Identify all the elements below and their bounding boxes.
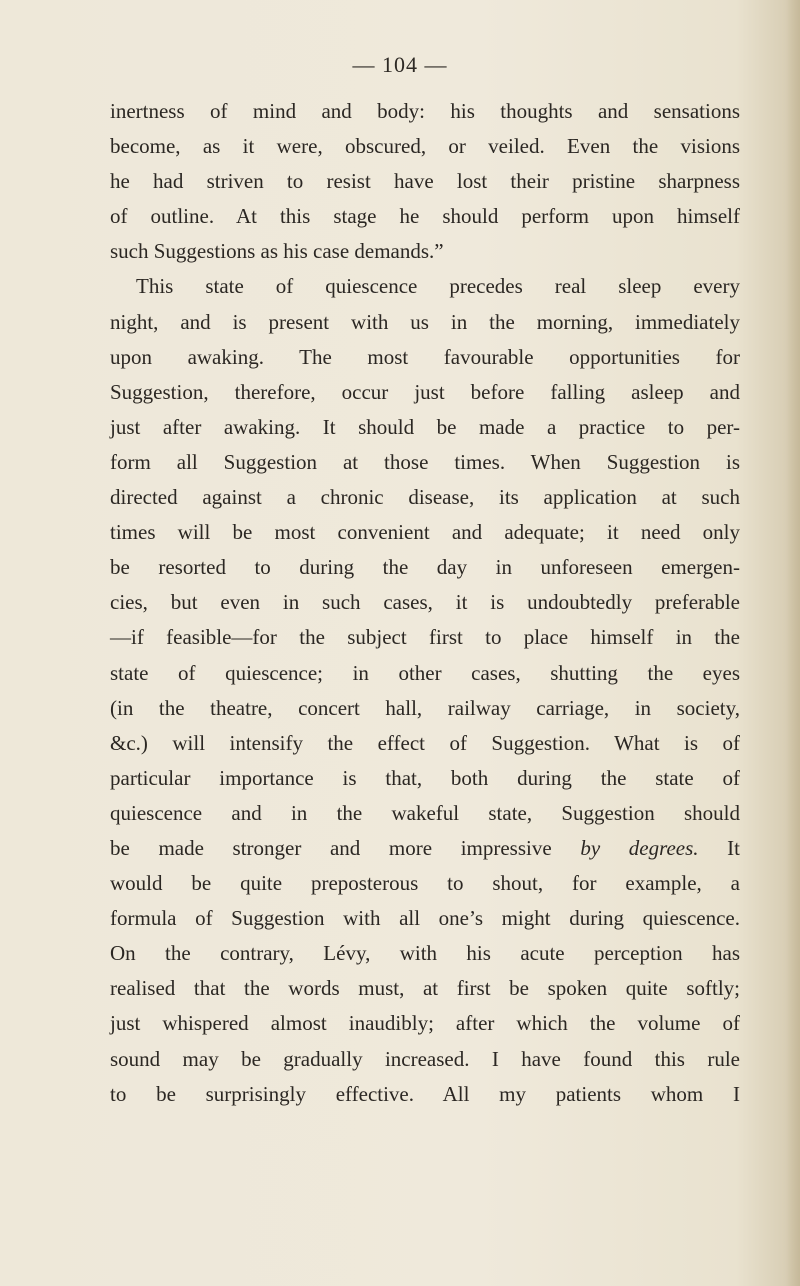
- text-line: of outline. At this stage he should perform upon himself: [110, 204, 740, 229]
- text-run: It: [698, 835, 740, 860]
- text-line: times will be most convenient and adequate; it need only: [110, 520, 740, 545]
- text-line: —if feasible—for the subject first to place himself in the: [110, 625, 740, 650]
- text-line: form all Suggestion at those times. When Suggestion is: [110, 449, 740, 474]
- text-line: sound may be gradually increased. I have found this rule: [110, 1046, 740, 1071]
- text-line: (in the theatre, concert hall, railway carriage, in society,: [110, 695, 740, 720]
- text-line: state of quiescence; in other cases, shutting the eyes: [110, 660, 740, 685]
- paragraph-start-line: This state of quiescence precedes real sleep every: [136, 274, 740, 299]
- page-edge-shadow: [786, 0, 800, 1286]
- text-line: such Suggestions as his case demands.”: [110, 239, 444, 264]
- text-line: cies, but even in such cases, it is undoubtedly preferable: [110, 590, 740, 615]
- text-line: &c.) will intensify the effect of Suggestion. What is of: [110, 730, 740, 755]
- text-line: inertness of mind and body: his thoughts and sensations: [110, 99, 740, 123]
- text-line: formula of Suggestion with all one’s might during quiescence.: [110, 906, 740, 931]
- text-line-with-emphasis: [110, 831, 740, 866]
- text-line: night, and is present with us in the morning, immediately: [110, 309, 740, 334]
- text-line: Suggestion, therefore, occur just before falling asleep and: [110, 379, 740, 404]
- text-line: directed against a chronic disease, its application at such: [110, 485, 740, 510]
- text-line: On the contrary, Lévy, with his acute perception has: [110, 941, 740, 966]
- italic-emphasis: by degrees.: [580, 835, 699, 860]
- text-line: quiescence and in the wakeful state, Suggestion should: [110, 800, 740, 825]
- text-line: realised that the words must, at first be spoken quite softly;: [110, 976, 740, 1001]
- text-line: become, as it were, obscured, or veiled. Even the visions: [110, 134, 740, 159]
- text-line: he had striven to resist have lost their pristine sharpness: [110, 169, 740, 194]
- text-line: upon awaking. The most favourable opportunities for: [110, 344, 740, 369]
- text-run: be made stronger and more impressive: [110, 835, 581, 860]
- text-line: just whispered almost inaudibly; after which the volume of: [110, 1011, 740, 1036]
- text-line: be resorted to during the day in unforeseen emergen-: [110, 555, 740, 580]
- body-text: [110, 94, 740, 1112]
- page-number: — 104 —: [352, 52, 448, 77]
- text-line: just after awaking. It should be made a practice to per-: [110, 414, 740, 439]
- text-line: particular importance is that, both during the state of: [110, 765, 740, 790]
- text-line: to be surprisingly effective. All my patients whom I: [110, 1081, 740, 1106]
- text-line: would be quite preposterous to shout, for example, a: [110, 871, 740, 896]
